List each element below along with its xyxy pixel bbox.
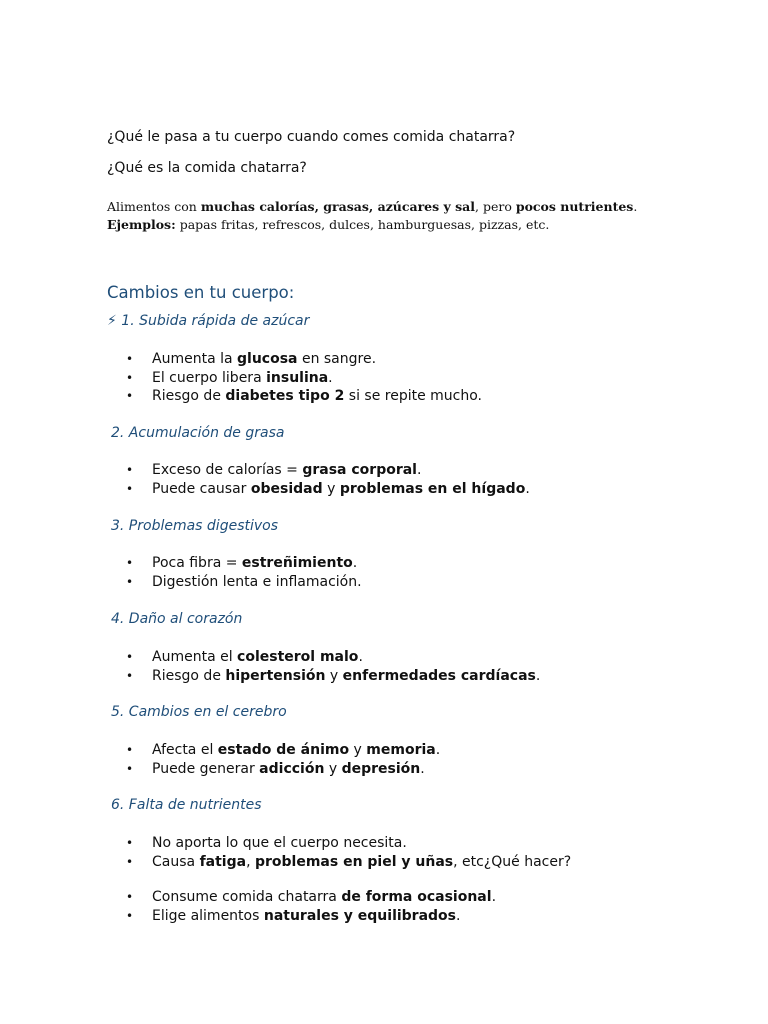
section-title-2: 2. Acumulación de grasa [111, 425, 285, 441]
definition-text: , pero [475, 199, 516, 214]
section-title-5: 5. Cambios en el cerebro [111, 704, 287, 720]
list-item: • Poca fibra = estreñimiento. [126, 554, 362, 573]
list-item: • Puede generar adicción y depresión. [126, 760, 440, 779]
list-item: • Causa fatiga, problemas en piel y uñas, etc¿Qué hacer? [126, 853, 571, 872]
list-item: • Elige alimentos naturales y equilibrados. [126, 907, 496, 926]
list-item: • Riesgo de hipertensión y enfermedades cardíacas. [126, 667, 540, 686]
section-list-1 [126, 350, 482, 406]
section-list-6 [126, 834, 571, 871]
section-list-5 [126, 741, 440, 778]
list-item: • Consume comida chatarra de forma ocasional. [126, 888, 496, 907]
list-item: • Exceso de calorías = grasa corporal. [126, 461, 530, 480]
section-list-3 [126, 554, 362, 591]
section-title-4: 4. Daño al corazón [111, 611, 243, 627]
definition-text: Alimentos con [107, 199, 201, 214]
list-item: • Aumenta el colesterol malo. [126, 648, 540, 667]
definition-bold: muchas calorías, grasas, azúcares y sal [200, 199, 476, 214]
section-title-1: ⚡ 1. Subida rápida de azúcar [107, 313, 310, 329]
section-title-6: 6. Falta de nutrientes [111, 797, 262, 813]
list-item: • Puede causar obesidad y problemas en el hígado. [126, 480, 530, 499]
changes-heading: Cambios en tu cuerpo: [107, 283, 295, 302]
section-list-4 [126, 648, 540, 685]
section-title-3: 3. Problemas digestivos [111, 518, 279, 534]
list-item: • Aumenta la glucosa en sangre. [126, 350, 482, 369]
list-item: • El cuerpo libera insulina. [126, 369, 482, 388]
section-list-2 [126, 461, 530, 498]
list-item: • Digestión lenta e inflamación. [126, 573, 362, 592]
definition-line-1 [107, 198, 637, 216]
recommendations-list [126, 888, 496, 925]
definition-line-2 [107, 216, 549, 234]
definition-text: . [633, 199, 638, 214]
list-item: • Riesgo de diabetes tipo 2 si se repite mucho. [126, 387, 482, 406]
question-subtitle: ¿Qué es la comida chatarra? [107, 160, 307, 176]
examples-label: Ejemplos: [107, 217, 176, 232]
definition-bold: pocos nutrientes [515, 199, 634, 214]
list-item: • Afecta el estado de ánimo y memoria. [126, 741, 440, 760]
list-item: • No aporta lo que el cuerpo necesita. [126, 834, 571, 853]
question-title: ¿Qué le pasa a tu cuerpo cuando comes comida chatarra? [107, 129, 516, 145]
examples-text: papas fritas, refrescos, dulces, hamburguesas, pizzas, etc. [175, 217, 550, 232]
